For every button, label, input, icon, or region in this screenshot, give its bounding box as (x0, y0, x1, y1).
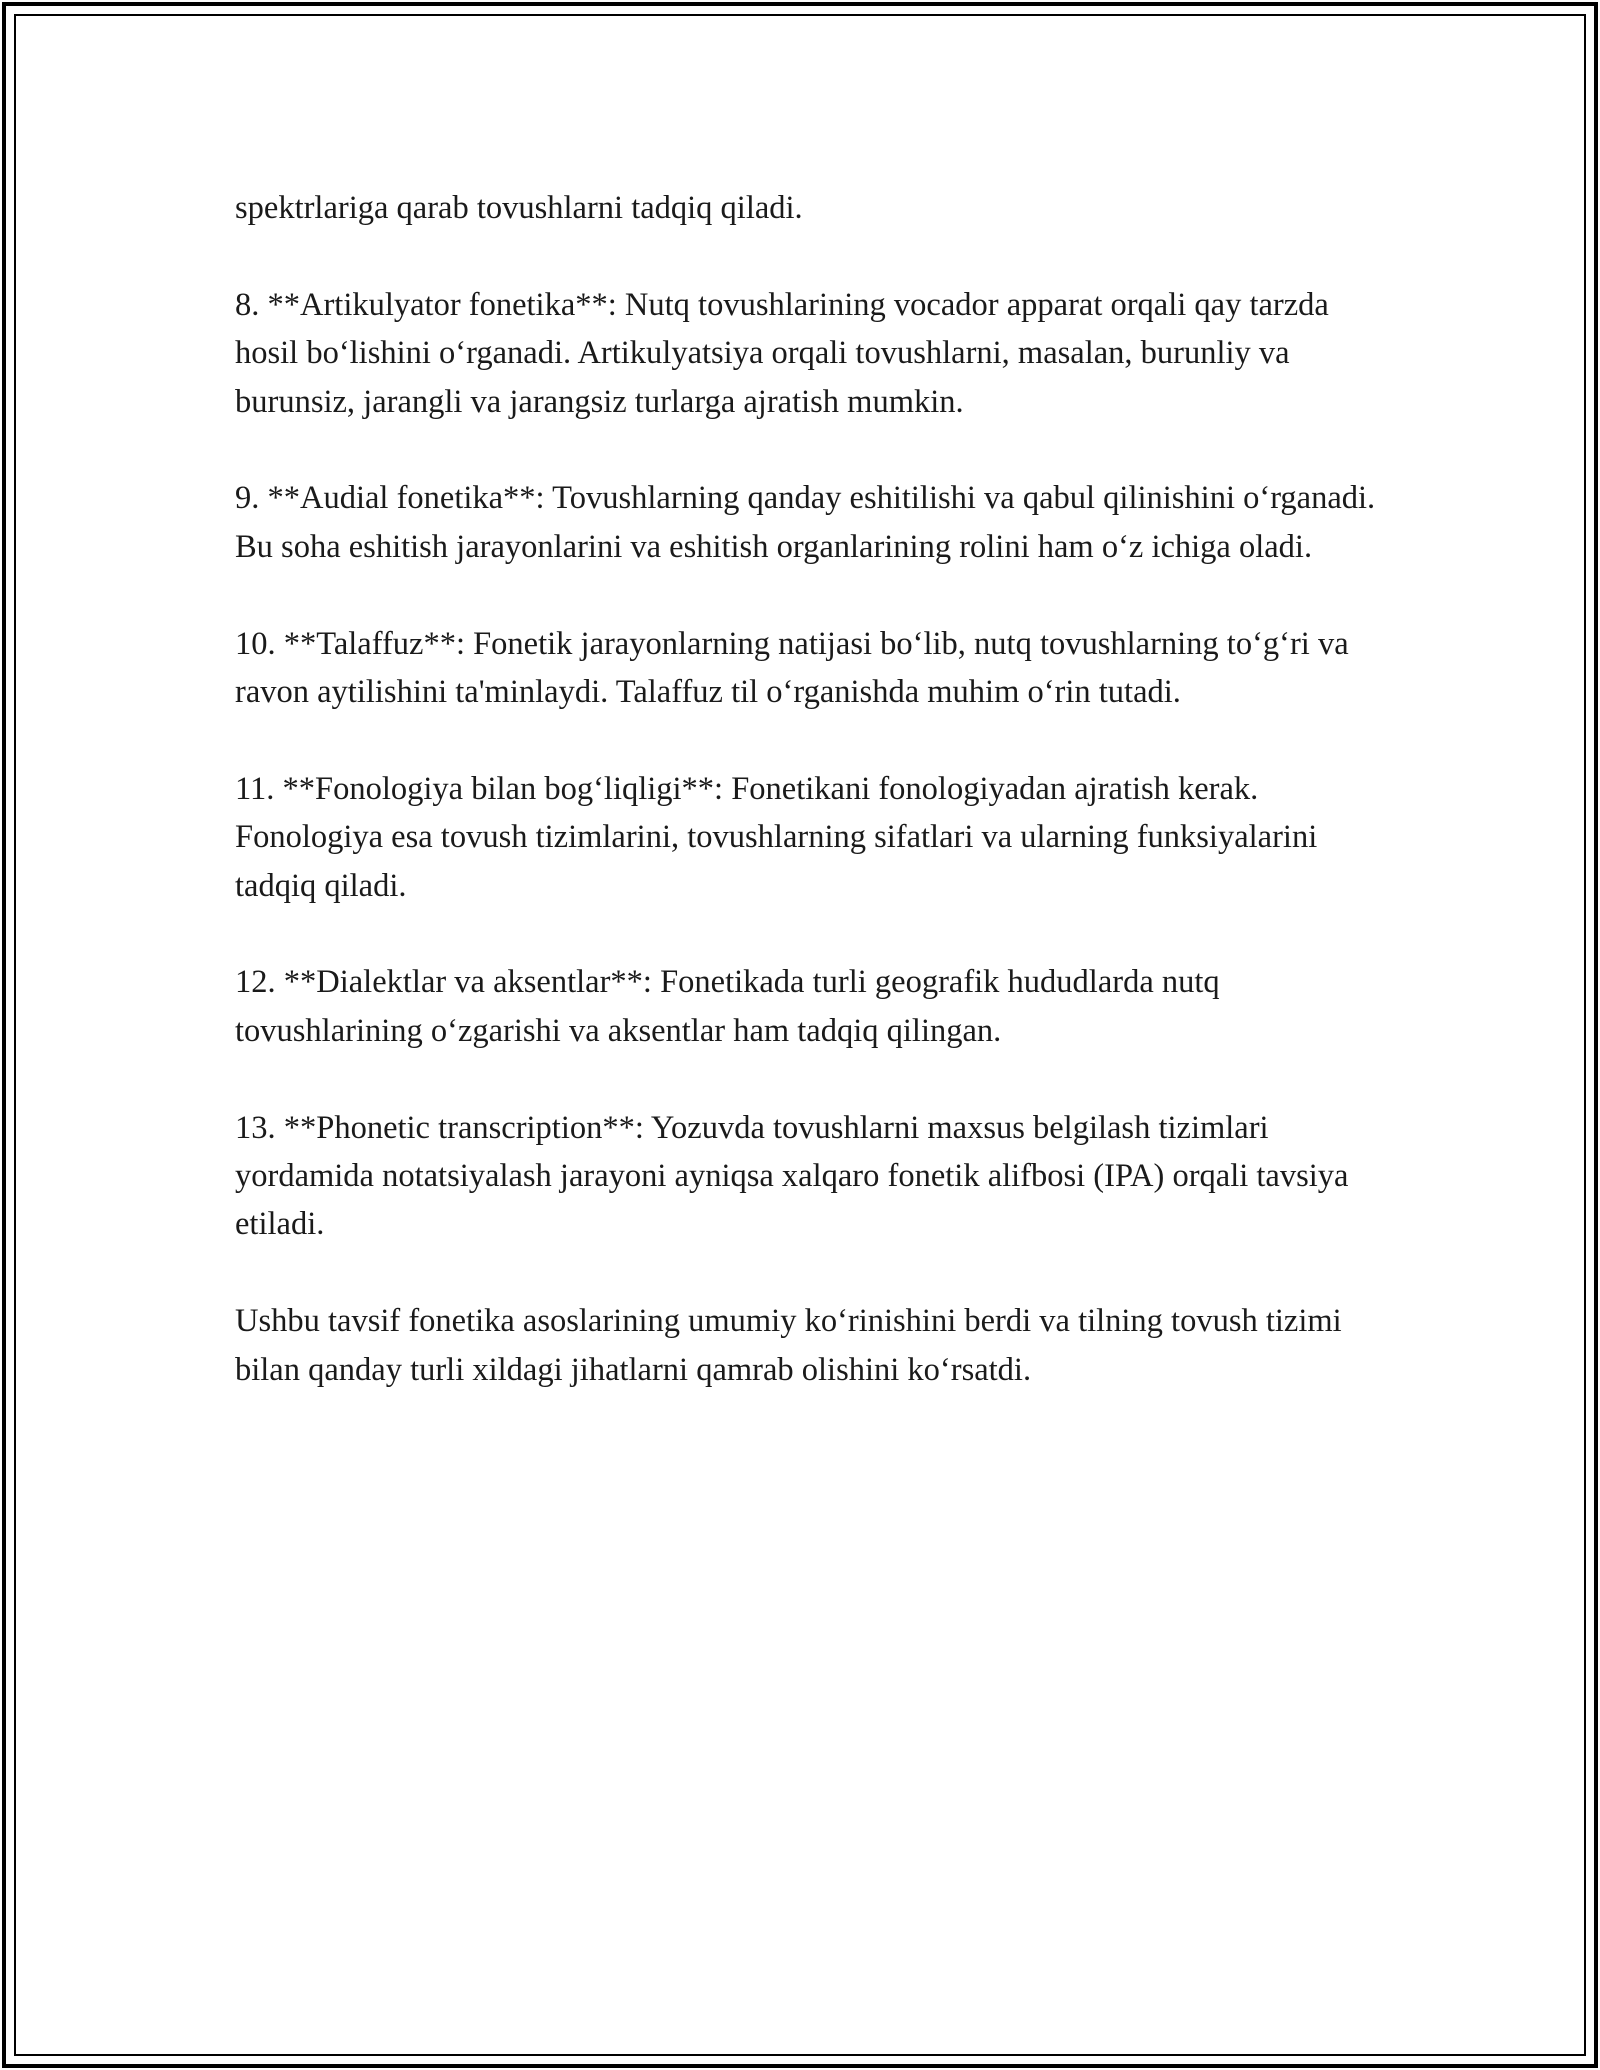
paragraph-item-8: 8. **Artikulyator fonetika**: Nutq tovushlarining vocador apparat orqali qay tarzda hosil boʻlishini oʻrganadi. Artikulyatsiya orqali tovushlarni, masalan, burunliy va burunsiz, jarangli va jarangsiz turlarga ajratish mumkin. (235, 286, 1329, 420)
paragraph-item-13: 13. **Phonetic transcription**: Yozuvda tovushlarni maxsus belgilash tizimlari yordamida notatsiyalash jarayoni ayniqsa xalqaro fonetik alifbosi (IPA) orqali tavsiya etiladi. (235, 1109, 1349, 1243)
paragraph-item-10: 10. **Talaffuz**: Fonetik jarayonlarning natijasi boʻlib, nutq tovushlarning toʻgʻri va ravon aytilishini ta'minlaydi. Talaffuz til oʻrganishda muhim oʻrin tutadi. (235, 625, 1349, 711)
paragraph-item-11: 11. **Fonologiya bilan bogʻliqligi**: Fonetikani fonologiyadan ajratish kerak. Fonologiya esa tovush tizimlarini, tovushlarning sifatlari va ularning funksiyalarini tadqiq qiladi. (235, 770, 1318, 904)
paragraph-conclusion: Ushbu tavsif fonetika asoslarining umumiy koʻrinishini berdi va tilning tovush tizimi bilan qanday turli xildagi jihatlarni qamrab olishini koʻrsatdi. (235, 1303, 1342, 1388)
document-body (235, 184, 1380, 1394)
paragraph-item-9: 9. **Audial fonetika**: Tovushlarning qanday eshitilishi va qabul qilinishini oʻrganadi. Bu soha eshitish jarayonlarini va eshitish organlarining rolini ham oʻz ichiga oladi. (235, 480, 1376, 565)
paragraph-continuation: spektrlariga qarab tovushlarni tadqiq qiladi. (235, 190, 803, 226)
paragraph-item-12: 12. **Dialektlar va aksentlar**: Fonetikada turli geografik hududlarda nutq tovushlarining oʻzgarishi va aksentlar ham tadqiq qilingan. (235, 964, 1220, 1049)
